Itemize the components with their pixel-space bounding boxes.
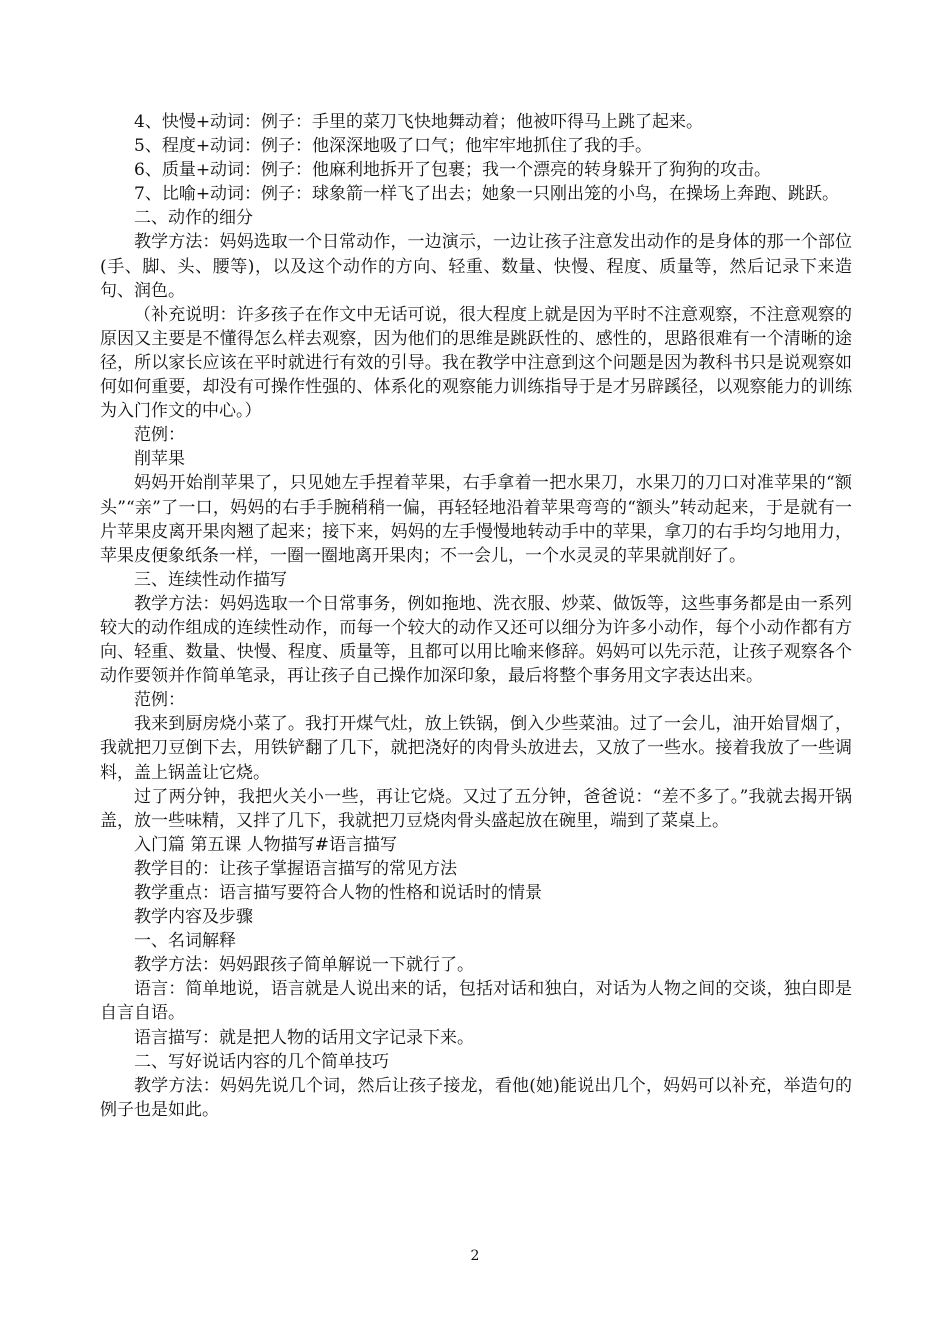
section-heading: 二、动作的细分 [134, 208, 253, 229]
section-heading: 一、名词解释 [134, 931, 236, 952]
paragraph: 范例： [134, 425, 185, 446]
lesson-title: 入门篇 第五课 人物描写#语言描写 [134, 834, 398, 855]
paragraph: 5、程度+动词：例子：他深深地吸了口气；他牢牢地抓住了我的手。 [134, 136, 653, 157]
paragraph: 教学方法：妈妈跟孩子简单解说一下就行了。 [134, 955, 474, 976]
section-heading: 二、写好说话内容的几个简单技巧 [134, 1051, 389, 1072]
paragraph: 教学方法：妈妈选取一个日常事务，例如拖地、洗衣服、炒菜、做饭等，这些事务都是由一系列较大的动作组成的连续性动作，而每一个较大的动作又还可以细分为许多小动作，每个小动作都有方向、轻重、数量、快慢、程度、质量等，且都可以用比喻来修辞。妈妈可以先示范，让孩子观察各个动作要领并作简单笔录，再让孩子自己操作加深印象，最后将整个事务用文字表达出来。 [100, 593, 852, 687]
document-body [100, 110, 852, 1122]
paragraph: 过了两分钟，我把火关小一些，再让它烧。又过了五分钟，爸爸说：“差不多了。”我就去揭开锅盖，放一些味精，又拌了几下，我就把刀豆烧肉骨头盛起放在碗里，端到了菜桌上。 [100, 786, 852, 831]
example-title: 削苹果 [134, 449, 185, 470]
paragraph: 我来到厨房烧小菜了。我打开煤气灶，放上铁锅，倒入少些菜油。过了一会儿，油开始冒烟了，我就把刀豆倒下去，用铁铲翻了几下，就把浇好的肉骨头放进去，又放了一些水。接着我放了一些调料，盖上锅盖让它烧。 [100, 714, 852, 783]
paragraph: 4、快慢+动词：例子：手里的菜刀飞快地舞动着；他被吓得马上跳了起来。 [134, 112, 704, 132]
page-number: 2 [470, 1248, 480, 1264]
paragraph: 教学方法：妈妈先说几个词，然后让孩子接龙，看他(她)能说出几个，妈妈可以补充，举造句的例子也是如此。 [100, 1075, 852, 1120]
paragraph: 6、质量+动词：例子：他麻利地拆开了包裹；我一个漂亮的转身躲开了狗狗的攻击。 [134, 160, 772, 181]
paragraph: （补充说明：许多孩子在作文中无话可说，很大程度上就是因为平时不注意观察，不注意观察的原因又主要是不懂得怎么样去观察，因为他们的思维是跳跃性的、感性的，思路很难有一个清晰的途径，所以家长应该在平时就进行有效的引导。我在教学中注意到这个问题是因为教科书只是说观察如何如何重要，却没有可操作性强的、体系化的观察能力训练指导于是才另辟蹊径，以观察能力的训练为入门作文的中心。） [100, 304, 852, 422]
paragraph: 7、比喻+动词：例子：球象箭一样飞了出去；她象一只刚出笼的小鸟，在操场上奔跑、跳跃。 [134, 184, 840, 205]
paragraph: 语言：简单地说，语言就是人说出来的话，包括对话和独白，对话为人物之间的交谈，独白即是自言自语。 [100, 979, 852, 1024]
paragraph: 语言描写：就是把人物的话用文字记录下来。 [134, 1027, 474, 1048]
paragraph: 教学重点：语言描写要符合人物的性格和说话时的情景 [134, 883, 542, 903]
paragraph: 妈妈开始削苹果了，只见她左手捏着苹果，右手拿着一把水果刀，水果刀的刀口对准苹果的“额头”“亲”了一口，妈妈的右手手腕稍稍一偏，再轻轻地沿着苹果弯弯的“额头”转动起来，于是就有一片苹果皮离开果肉翘了起来；接下来，妈妈的左手慢慢地转动手中的苹果，拿刀的右手均匀地用力，苹果皮便象纸条一样，一圈一圈地离开果肉；不一会儿，一个水灵灵的苹果就削好了。 [100, 473, 852, 566]
paragraph: 教学目的：让孩子掌握语言描写的常见方法 [134, 858, 457, 879]
paragraph: 教学内容及步骤 [134, 907, 253, 928]
paragraph: 范例： [134, 690, 185, 711]
paragraph: 教学方法：妈妈选取一个日常动作，一边演示，一边让孩子注意发出动作的是身体的那一个部位(手、脚、头、腰等)，以及这个动作的方向、轻重、数量、快慢、程度、质量等，然后记录下来造句、润色。 [100, 232, 852, 301]
section-heading: 三、连续性动作描写 [134, 569, 287, 590]
